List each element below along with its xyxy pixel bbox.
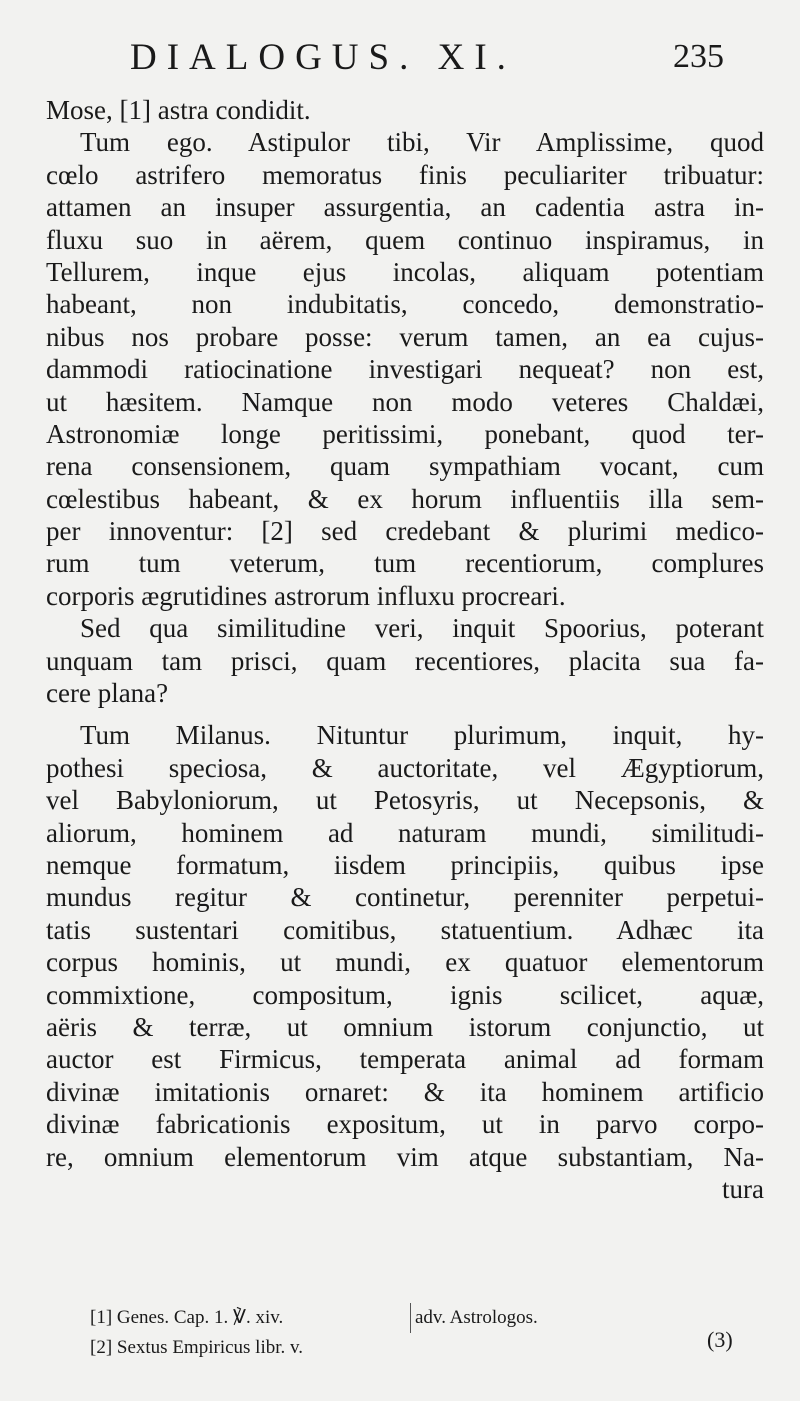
text-line: divinæ fabricationis expositum, ut in parvo corpo- <box>46 1109 764 1140</box>
footnote <box>90 1303 770 1333</box>
text-line: per innoventur: [2] sed credebant & plurimi medico- <box>46 516 764 547</box>
text-line: auctor est Firmicus, temperata animal ad formam <box>46 1044 764 1075</box>
text-line: habeant, non indubitatis, concedo, demonstratio- <box>46 289 764 320</box>
footnote-side-text: adv. Astrologos. <box>410 1303 538 1333</box>
text-line: Tum ego. Astipulor tibi, Vir Amplissime, quod <box>80 127 764 158</box>
text-line: unquam tam prisci, quam recentiores, placita sua fa- <box>46 645 764 676</box>
text-line: aëris & terræ, ut omnium istorum conjunctio, ut <box>46 1011 764 1042</box>
text-line: corpus hominis, ut mundi, ex quatuor elementorum <box>46 947 764 978</box>
text-line: attamen an insuper assurgentia, an cadentia astra in- <box>46 192 764 223</box>
text-line: Mose, [1] astra condidit. <box>46 95 311 125</box>
body-text <box>46 94 764 1205</box>
page-header <box>0 36 800 88</box>
footnote <box>90 1333 770 1363</box>
signature-mark: (3) <box>707 1327 733 1352</box>
text-line: vel Babyloniorum, ut Petosyris, ut Necepsonis, & <box>46 785 764 816</box>
text-line: Tum Milanus. Nituntur plurimum, inquit, hy- <box>80 720 764 751</box>
text-line: divinæ imitationis ornaret: & ita hominem artificio <box>46 1076 764 1107</box>
page-number: 235 <box>673 38 724 75</box>
text-line: cœlestibus habeant, & ex horum influentiis illa sem- <box>46 483 764 514</box>
text-line: nemque formatum, iisdem principiis, quibus ipse <box>46 849 764 880</box>
footnote-text: [1] Genes. Cap. 1. ℣. xiv. <box>90 1307 284 1328</box>
text-line: mundus regitur & continetur, perenniter perpetui- <box>46 882 764 913</box>
text-line: dammodi ratiocinatione investigari nequeat? non est, <box>46 354 764 385</box>
text-line: corporis ægrutidines astrorum influxu procreari. <box>46 580 566 611</box>
text-line: tatis sustentari comitibus, statuentium. Adhæc ita <box>46 914 764 945</box>
text-line: cere plana? <box>46 678 169 709</box>
text-line: pothesi speciosa, & auctoritate, vel Ægyptiorum, <box>46 752 764 783</box>
text-line: Sed qua similitudine veri, inquit Spoorius, poterant <box>80 613 764 644</box>
text-line: re, omnium elementorum vim atque substantiam, Na- <box>46 1141 764 1172</box>
text-line: fluxu suo in aërem, quem continuo inspiramus, in <box>46 224 764 255</box>
text-line: cœlo astrifero memoratus finis peculiariter tribuatur: <box>46 159 764 190</box>
running-head: DIALOGUS. XI. <box>130 37 516 78</box>
text-line: Tellurem, inque ejus incolas, aliquam potentiam <box>46 256 764 287</box>
text-line: aliorum, hominem ad naturam mundi, similitudi- <box>46 817 764 848</box>
text-line: Astronomiæ longe peritissimi, ponebant, quod ter- <box>46 418 764 449</box>
text-line: nibus nos probare posse: verum tamen, an ea cujus- <box>46 321 764 352</box>
text-line: rum tum veterum, tum recentiorum, complures <box>46 548 764 579</box>
catchword: tura <box>722 1173 764 1204</box>
text-line: rena consensionem, quam sympathiam vocant, cum <box>46 451 764 482</box>
footnote-text: [2] Sextus Empiricus libr. v. <box>90 1337 304 1358</box>
text-line: commixtione, compositum, ignis scilicet, aquæ, <box>46 979 764 1010</box>
text-line: ut hæsitem. Namque non modo veteres Chaldæi, <box>46 386 764 417</box>
footnotes <box>90 1303 770 1363</box>
